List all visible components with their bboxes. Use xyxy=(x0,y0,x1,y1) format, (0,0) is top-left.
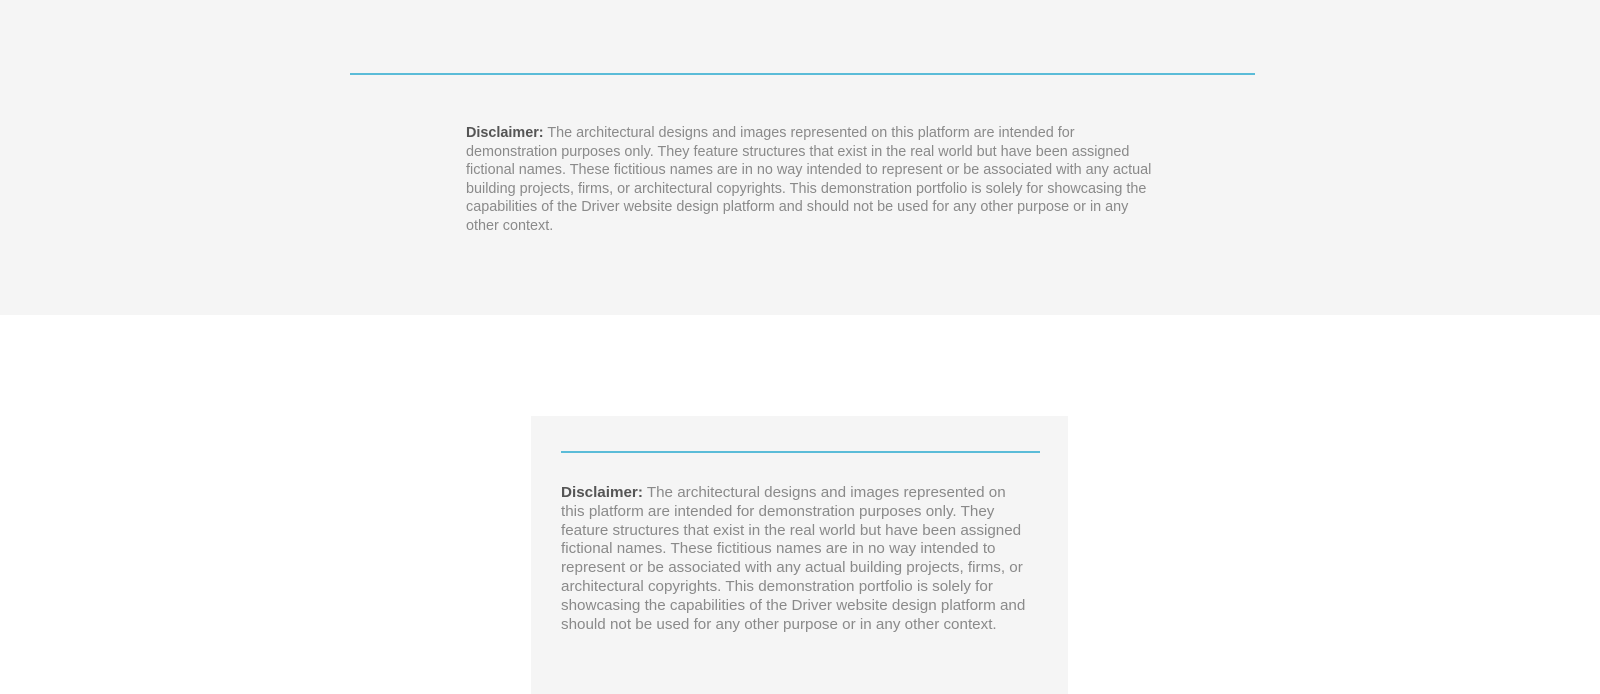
top-disclaimer-text: The architectural designs and images represented on this platform are intended for demonstration purposes only. They feature structures that exist in the real world but have been assigned fictional names. These fictitious names are in no way intended to represent or be associated with any actual building projects, firms, or architectural copyrights. This demonstration portfolio is solely for showcasing the capabilities of the Driver website design platform and should not be used for any other purpose or in any other context. xyxy=(466,125,1152,234)
card-divider-rule xyxy=(561,451,1040,453)
card-disclaimer-label: Disclaimer: xyxy=(561,484,643,501)
top-disclaimer-label: Disclaimer: xyxy=(466,125,544,141)
card-disclaimer-text: The architectural designs and images represented on this platform are intended for demonstration purposes only. They feature structures that exist in the real world but have been assigned fictional names. These fictitious names are in no way intended to represent or be associated with any actual building projects, firms, or architectural copyrights. This demonstration portfolio is solely for showcasing the capabilities of the Driver website design platform and should not be used for any other purpose or in any other context. xyxy=(561,484,1026,633)
top-disclaimer-section xyxy=(0,0,1600,315)
top-divider-rule xyxy=(350,73,1255,75)
card-disclaimer-paragraph xyxy=(561,484,1031,634)
disclaimer-card xyxy=(531,416,1068,694)
top-disclaimer-paragraph xyxy=(466,124,1156,235)
